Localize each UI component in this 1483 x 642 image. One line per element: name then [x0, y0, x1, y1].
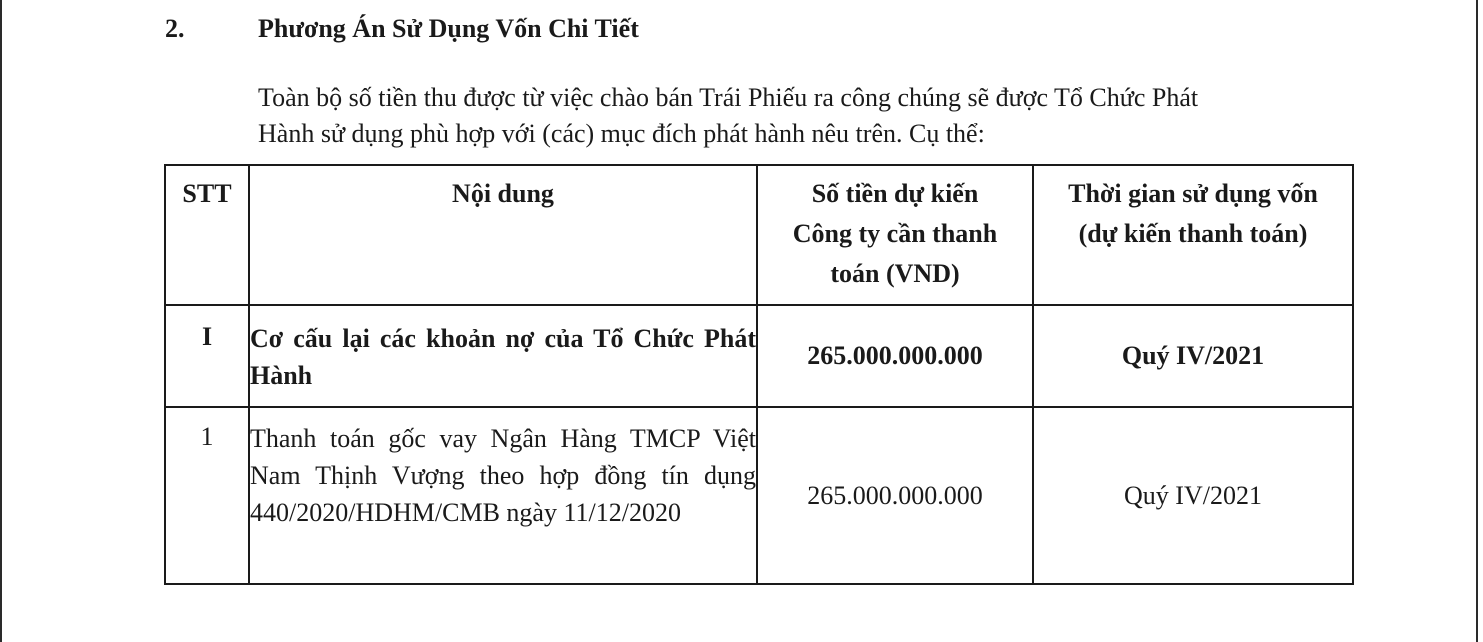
row-period: Quý IV/2021: [1033, 305, 1353, 407]
header-period-line-2: (dự kiến thanh toán): [1078, 219, 1308, 248]
header-amount-line-2: Công ty cần thanh: [792, 219, 998, 248]
header-amount-line-1: Số tiền dự kiến: [811, 179, 979, 208]
row-amount: 265.000.000.000: [757, 305, 1033, 407]
table-row: [165, 407, 1353, 584]
table-header-row: [165, 165, 1353, 305]
row-content: Thanh toán gốc vay Ngân Hàng TMCP Việt Nam Thịnh Vượng theo hợp đồng tín dụng 440/2020/HDHM/CMB ngày 11/12/2020: [249, 407, 757, 584]
row-amount: 265.000.000.000: [757, 407, 1033, 584]
capital-use-table: [164, 164, 1354, 585]
intro-line-1: Toàn bộ số tiền thu được từ việc chào bán Trái Phiếu ra công chúng sẽ được Tổ Chức Phát: [258, 83, 1199, 112]
page-edge-left: [0, 0, 2, 642]
page-edge-right: [1476, 0, 1478, 642]
header-amount: [757, 165, 1033, 305]
section-title: Phương Án Sử Dụng Vốn Chi Tiết: [258, 14, 639, 43]
header-stt: STT: [165, 165, 249, 305]
table-row: [165, 305, 1353, 407]
header-period: [1033, 165, 1353, 305]
row-stt: 1: [165, 407, 249, 584]
intro-paragraph: [258, 80, 1358, 152]
header-content: Nội dung: [249, 165, 757, 305]
section-number: 2.: [165, 14, 185, 43]
intro-line-2: Hành sử dụng phù hợp với (các) mục đích phát hành nêu trên. Cụ thể:: [258, 119, 985, 148]
row-stt: I: [165, 305, 249, 407]
header-amount-line-3: toán (VND): [830, 259, 960, 288]
row-period: Quý IV/2021: [1033, 407, 1353, 584]
row-content: Cơ cấu lại các khoản nợ của Tổ Chức Phát Hành: [249, 305, 757, 407]
header-period-line-1: Thời gian sử dụng vốn: [1068, 179, 1318, 208]
